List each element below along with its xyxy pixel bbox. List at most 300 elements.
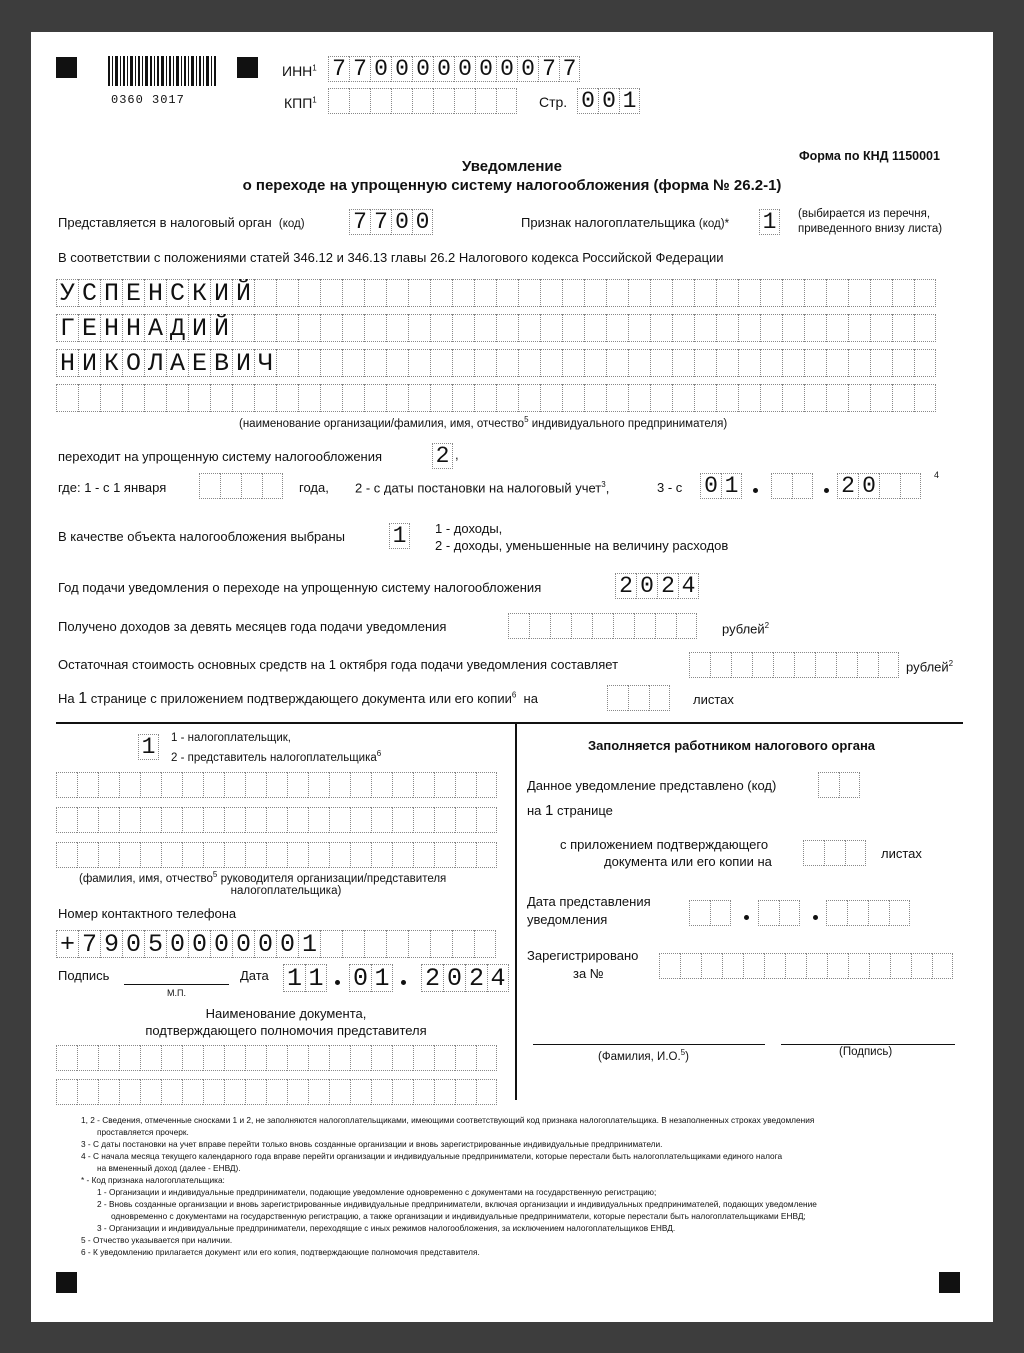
char-cell[interactable] [434,1045,455,1071]
char-cell[interactable]: И [188,314,210,342]
char-cell[interactable]: А [144,314,166,342]
char-cell[interactable] [308,772,329,798]
char-cell[interactable]: 0 [210,930,232,958]
char-cell[interactable] [224,1045,245,1071]
char-cell[interactable]: 0 [254,930,276,958]
char-cell[interactable] [826,900,847,926]
char-cell[interactable] [320,279,342,307]
char-cell[interactable] [161,842,182,868]
char-cell[interactable] [203,807,224,833]
char-cell[interactable] [634,613,655,639]
char-cell[interactable] [628,314,650,342]
char-cell[interactable] [892,314,914,342]
char-cell[interactable] [56,842,77,868]
char-cell[interactable] [254,279,276,307]
char-cell[interactable] [224,842,245,868]
char-cell[interactable] [571,613,592,639]
char-cell[interactable] [182,807,203,833]
char-cell[interactable] [738,349,760,377]
char-cell[interactable]: И [232,349,254,377]
char-cell[interactable]: 7 [328,56,349,82]
char-cell[interactable] [496,314,518,342]
char-cell[interactable]: 0 [598,88,619,114]
char-cell[interactable] [474,930,496,958]
char-cell[interactable] [452,279,474,307]
char-cell[interactable] [689,652,710,678]
char-cell[interactable] [836,652,857,678]
char-cell[interactable]: Е [78,314,100,342]
char-cell[interactable]: Л [144,349,166,377]
char-cell[interactable] [98,842,119,868]
char-cell[interactable] [782,314,804,342]
char-cell[interactable] [847,900,868,926]
char-cell[interactable] [694,384,716,412]
char-cell[interactable]: 4 [487,964,509,992]
char-cell[interactable] [452,930,474,958]
char-cell[interactable] [771,473,792,499]
char-cell[interactable] [210,384,232,412]
char-cell[interactable] [879,473,900,499]
char-cell[interactable] [371,842,392,868]
char-cell[interactable] [806,953,827,979]
char-cell[interactable] [540,384,562,412]
char-cell[interactable] [371,1045,392,1071]
char-cell[interactable] [794,652,815,678]
char-cell[interactable]: 0 [443,964,465,992]
char-cell[interactable] [119,807,140,833]
char-cell[interactable] [287,807,308,833]
char-cell[interactable] [476,842,497,868]
char-cell[interactable] [716,384,738,412]
char-cell[interactable]: 7 [349,209,370,235]
char-cell[interactable] [672,349,694,377]
char-cell[interactable] [298,314,320,342]
char-cell[interactable] [562,384,584,412]
char-cell[interactable] [342,930,364,958]
char-cell[interactable] [743,953,764,979]
char-cell[interactable] [433,88,454,114]
char-cell[interactable] [584,384,606,412]
char-cell[interactable] [320,930,342,958]
char-cell[interactable] [408,314,430,342]
char-cell[interactable] [892,279,914,307]
char-cell[interactable] [386,930,408,958]
char-cell[interactable]: У [56,279,78,307]
char-cell[interactable]: 1 [305,964,327,992]
char-cell[interactable] [752,652,773,678]
char-cell[interactable] [161,1045,182,1071]
char-cell[interactable] [659,953,680,979]
char-cell[interactable] [342,349,364,377]
char-cell[interactable] [475,88,496,114]
char-cell[interactable] [455,772,476,798]
char-cell[interactable]: В [210,349,232,377]
char-cell[interactable] [364,314,386,342]
char-cell[interactable] [650,279,672,307]
char-cell[interactable] [371,1079,392,1105]
char-cell[interactable] [694,279,716,307]
char-cell[interactable] [496,384,518,412]
char-cell[interactable] [760,384,782,412]
char-cell[interactable] [562,279,584,307]
char-cell[interactable] [760,349,782,377]
char-cell[interactable]: 1 [283,964,305,992]
char-cell[interactable]: 1 [371,964,393,992]
char-cell[interactable] [350,842,371,868]
char-cell[interactable] [308,842,329,868]
char-cell[interactable] [386,349,408,377]
char-cell[interactable] [869,953,890,979]
char-cell[interactable] [792,473,813,499]
char-cell[interactable] [540,349,562,377]
char-cell[interactable] [680,953,701,979]
char-cell[interactable] [245,772,266,798]
char-cell[interactable]: 0 [370,56,391,82]
char-cell[interactable] [140,772,161,798]
char-cell[interactable] [370,88,391,114]
char-cell[interactable] [308,807,329,833]
char-cell[interactable] [329,1079,350,1105]
char-cell[interactable] [434,772,455,798]
char-cell[interactable] [434,842,455,868]
char-cell[interactable] [592,613,613,639]
char-cell[interactable] [386,279,408,307]
char-cell[interactable] [827,953,848,979]
char-cell[interactable] [870,349,892,377]
char-cell[interactable] [496,279,518,307]
char-cell[interactable] [434,807,455,833]
char-cell[interactable] [224,807,245,833]
char-cell[interactable] [287,1045,308,1071]
char-cell[interactable] [77,1045,98,1071]
char-cell[interactable] [716,349,738,377]
char-cell[interactable] [454,88,475,114]
char-cell[interactable]: 1 [759,209,780,235]
char-cell[interactable] [701,953,722,979]
char-cell[interactable] [722,953,743,979]
char-cell[interactable] [694,314,716,342]
char-cell[interactable] [122,384,144,412]
char-cell[interactable] [342,384,364,412]
char-cell[interactable] [870,314,892,342]
char-cell[interactable]: 0 [122,930,144,958]
char-cell[interactable] [413,1045,434,1071]
char-cell[interactable] [203,1079,224,1105]
char-cell[interactable] [254,314,276,342]
char-cell[interactable] [392,1079,413,1105]
char-cell[interactable] [518,384,540,412]
char-cell[interactable] [878,652,899,678]
char-cell[interactable] [689,900,710,926]
char-cell[interactable] [329,1045,350,1071]
char-cell[interactable] [408,930,430,958]
char-cell[interactable] [848,314,870,342]
char-cell[interactable] [98,1045,119,1071]
char-cell[interactable] [392,842,413,868]
char-cell[interactable] [413,1079,434,1105]
char-cell[interactable] [518,314,540,342]
char-cell[interactable]: 0 [349,964,371,992]
char-cell[interactable] [266,807,287,833]
char-cell[interactable] [455,1079,476,1105]
char-cell[interactable]: 7 [78,930,100,958]
char-cell[interactable] [738,384,760,412]
char-cell[interactable] [606,314,628,342]
char-cell[interactable] [628,685,649,711]
char-cell[interactable] [386,384,408,412]
char-cell[interactable] [266,772,287,798]
char-cell[interactable] [694,349,716,377]
char-cell[interactable] [584,279,606,307]
char-cell[interactable] [782,349,804,377]
char-cell[interactable]: 0 [166,930,188,958]
char-cell[interactable]: 0 [433,56,454,82]
char-cell[interactable] [349,88,370,114]
char-cell[interactable] [328,88,349,114]
char-cell[interactable] [203,772,224,798]
char-cell[interactable] [848,953,869,979]
char-cell[interactable] [452,384,474,412]
char-cell[interactable] [430,349,452,377]
char-cell[interactable]: 2 [657,573,678,599]
char-cell[interactable] [804,384,826,412]
char-cell[interactable] [408,279,430,307]
char-cell[interactable]: 0 [700,473,721,499]
char-cell[interactable] [914,349,936,377]
char-cell[interactable] [900,473,921,499]
char-cell[interactable]: 1 [389,523,410,549]
char-cell[interactable]: 0 [276,930,298,958]
char-cell[interactable] [496,349,518,377]
char-cell[interactable] [649,685,670,711]
char-cell[interactable]: 1 [298,930,320,958]
char-cell[interactable]: 0 [412,209,433,235]
char-cell[interactable] [716,314,738,342]
char-cell[interactable] [914,314,936,342]
char-cell[interactable] [773,652,794,678]
char-cell[interactable] [540,279,562,307]
char-cell[interactable]: Г [56,314,78,342]
char-cell[interactable] [144,384,166,412]
char-cell[interactable] [413,807,434,833]
char-cell[interactable] [392,772,413,798]
char-cell[interactable] [804,279,826,307]
char-cell[interactable] [508,613,529,639]
char-cell[interactable]: Н [100,314,122,342]
char-cell[interactable] [224,1079,245,1105]
char-cell[interactable]: 2 [615,573,636,599]
char-cell[interactable] [408,384,430,412]
char-cell[interactable]: Д [166,314,188,342]
char-cell[interactable] [826,384,848,412]
char-cell[interactable] [476,772,497,798]
char-cell[interactable]: 0 [232,930,254,958]
char-cell[interactable] [716,279,738,307]
char-cell[interactable] [839,772,860,798]
char-cell[interactable]: И [78,349,100,377]
char-cell[interactable] [203,1045,224,1071]
char-cell[interactable] [760,314,782,342]
char-cell[interactable] [329,807,350,833]
char-cell[interactable]: Ч [254,349,276,377]
char-cell[interactable] [298,384,320,412]
char-cell[interactable] [606,349,628,377]
char-cell[interactable] [868,900,889,926]
char-cell[interactable] [474,279,496,307]
char-cell[interactable] [391,88,412,114]
char-cell[interactable] [455,842,476,868]
char-cell[interactable] [655,613,676,639]
char-cell[interactable] [848,384,870,412]
char-cell[interactable] [562,314,584,342]
char-cell[interactable] [245,1045,266,1071]
char-cell[interactable] [56,1045,77,1071]
char-cell[interactable] [764,953,785,979]
char-cell[interactable] [182,842,203,868]
char-cell[interactable] [518,279,540,307]
char-cell[interactable] [364,349,386,377]
char-cell[interactable] [413,842,434,868]
char-cell[interactable] [262,473,283,499]
char-cell[interactable] [188,384,210,412]
char-cell[interactable] [56,1079,77,1105]
char-cell[interactable]: 0 [636,573,657,599]
char-cell[interactable] [870,279,892,307]
char-cell[interactable] [782,384,804,412]
char-cell[interactable] [584,349,606,377]
char-cell[interactable] [650,349,672,377]
char-cell[interactable]: С [166,279,188,307]
char-cell[interactable]: 7 [370,209,391,235]
char-cell[interactable] [308,1045,329,1071]
char-cell[interactable] [245,1079,266,1105]
char-cell[interactable] [710,652,731,678]
char-cell[interactable]: 0 [412,56,433,82]
char-cell[interactable]: Н [56,349,78,377]
char-cell[interactable]: 5 [144,930,166,958]
char-cell[interactable] [77,772,98,798]
char-cell[interactable] [476,1079,497,1105]
char-cell[interactable] [161,1079,182,1105]
char-cell[interactable] [287,772,308,798]
char-cell[interactable] [455,1045,476,1071]
char-cell[interactable] [628,384,650,412]
char-cell[interactable] [826,349,848,377]
char-cell[interactable]: 2 [432,443,453,469]
char-cell[interactable] [804,314,826,342]
char-cell[interactable] [119,772,140,798]
char-cell[interactable]: 4 [678,573,699,599]
char-cell[interactable]: 2 [465,964,487,992]
char-cell[interactable]: 7 [349,56,370,82]
char-cell[interactable] [434,1079,455,1105]
char-cell[interactable] [606,384,628,412]
char-cell[interactable] [606,279,628,307]
char-cell[interactable] [320,349,342,377]
char-cell[interactable] [474,349,496,377]
char-cell[interactable]: П [100,279,122,307]
char-cell[interactable] [672,384,694,412]
char-cell[interactable] [803,840,824,866]
char-cell[interactable]: 0 [577,88,598,114]
char-cell[interactable] [452,349,474,377]
char-cell[interactable] [266,1079,287,1105]
char-cell[interactable]: 1 [138,734,159,760]
char-cell[interactable]: 0 [517,56,538,82]
char-cell[interactable] [287,842,308,868]
char-cell[interactable] [430,279,452,307]
char-cell[interactable] [826,314,848,342]
char-cell[interactable] [607,685,628,711]
char-cell[interactable] [276,384,298,412]
char-cell[interactable] [140,1079,161,1105]
char-cell[interactable] [476,807,497,833]
char-cell[interactable] [364,279,386,307]
char-cell[interactable]: 2 [421,964,443,992]
char-cell[interactable] [890,953,911,979]
char-cell[interactable] [476,1045,497,1071]
char-cell[interactable] [78,384,100,412]
char-cell[interactable] [350,1045,371,1071]
char-cell[interactable] [430,930,452,958]
char-cell[interactable] [100,384,122,412]
char-cell[interactable] [672,279,694,307]
char-cell[interactable] [245,807,266,833]
char-cell[interactable] [562,349,584,377]
char-cell[interactable] [342,314,364,342]
char-cell[interactable] [298,349,320,377]
char-cell[interactable] [287,1079,308,1105]
char-cell[interactable] [892,349,914,377]
char-cell[interactable] [350,1079,371,1105]
char-cell[interactable]: 7 [559,56,580,82]
char-cell[interactable] [77,807,98,833]
char-cell[interactable] [650,314,672,342]
char-cell[interactable]: Е [122,279,144,307]
char-cell[interactable] [613,613,634,639]
char-cell[interactable] [119,1045,140,1071]
char-cell[interactable] [628,279,650,307]
char-cell[interactable]: 0 [391,56,412,82]
char-cell[interactable] [386,314,408,342]
char-cell[interactable] [182,1079,203,1105]
char-cell[interactable] [738,314,760,342]
char-cell[interactable] [371,772,392,798]
char-cell[interactable]: О [122,349,144,377]
char-cell[interactable] [496,88,517,114]
char-cell[interactable] [166,384,188,412]
char-cell[interactable] [738,279,760,307]
char-cell[interactable] [392,1045,413,1071]
char-cell[interactable] [914,279,936,307]
char-cell[interactable] [98,1079,119,1105]
char-cell[interactable] [413,772,434,798]
char-cell[interactable] [845,840,866,866]
char-cell[interactable] [672,314,694,342]
char-cell[interactable] [430,384,452,412]
char-cell[interactable]: 0 [496,56,517,82]
char-cell[interactable] [779,900,800,926]
char-cell[interactable] [342,279,364,307]
char-cell[interactable] [848,279,870,307]
char-cell[interactable] [56,772,77,798]
char-cell[interactable] [392,807,413,833]
char-cell[interactable] [540,314,562,342]
char-cell[interactable] [182,772,203,798]
char-cell[interactable]: 0 [391,209,412,235]
char-cell[interactable] [824,840,845,866]
char-cell[interactable] [364,384,386,412]
